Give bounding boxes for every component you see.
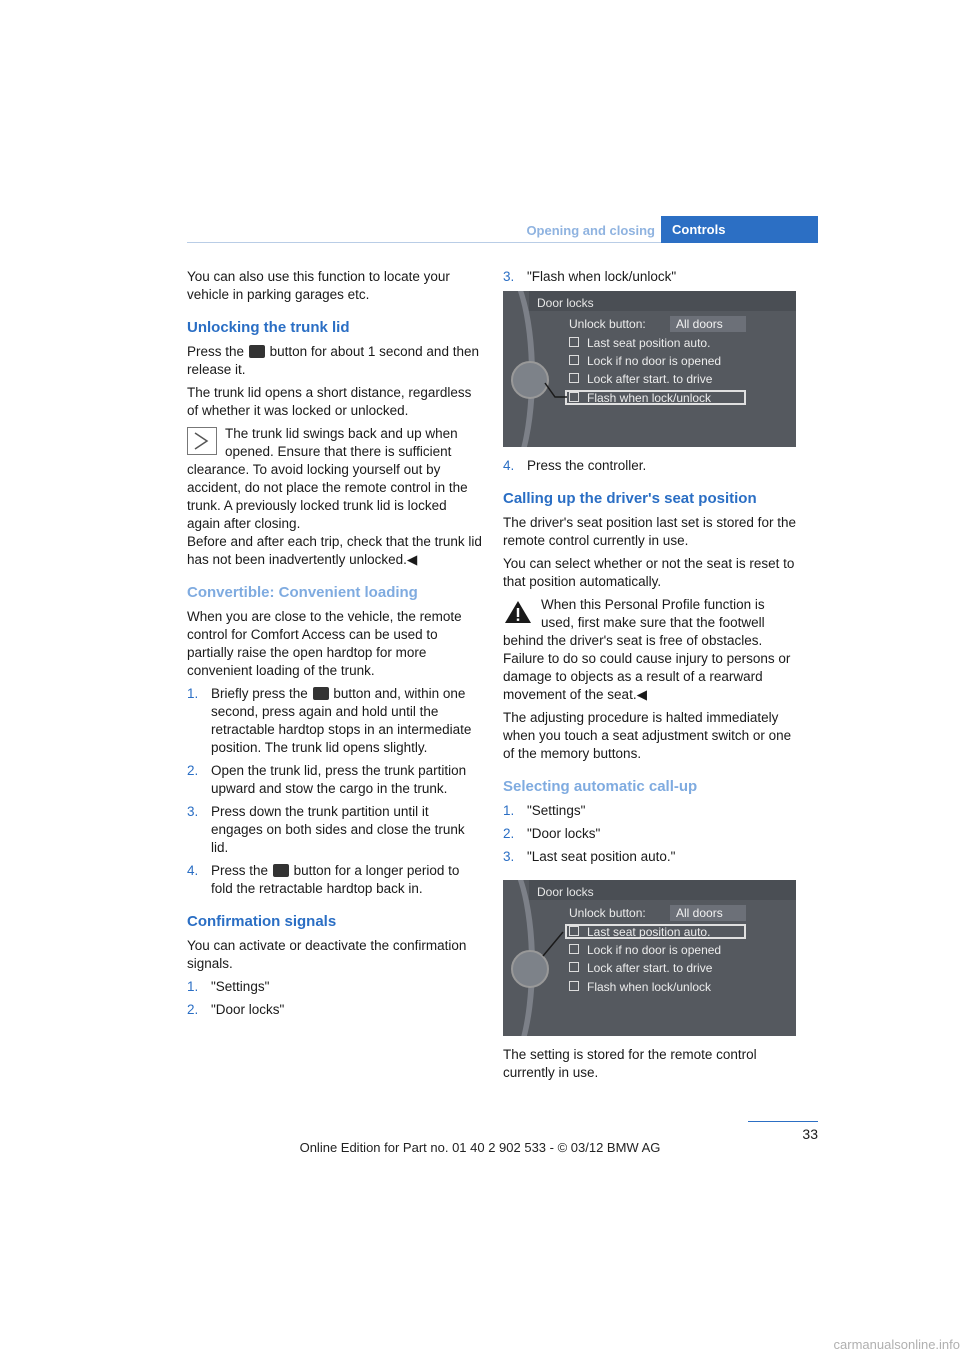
heading-convertible-loading: Convertible: Convenient loading bbox=[187, 584, 418, 601]
door-locks-screen-flash bbox=[503, 291, 796, 447]
list-item: 2. Open the trunk lid, press the trunk partition upward and stow the cargo in the trunk. bbox=[187, 763, 467, 796]
screen-option: Last seat position auto. bbox=[569, 335, 710, 351]
checkbox-icon bbox=[569, 355, 579, 365]
chapter-tab: Controls bbox=[661, 216, 818, 243]
trunk-button-icon bbox=[313, 687, 329, 700]
trunk-paragraph-2: The trunk lid opens a short distance, regardless of whether it was locked or unlocked. bbox=[187, 385, 472, 418]
section-title: Opening and closing bbox=[526, 223, 655, 238]
seat-paragraph-3: The adjusting procedure is halted immediately when you touch a seat adjustment switch or one of the memory buttons. bbox=[503, 710, 792, 761]
page-number: 33 bbox=[802, 1126, 818, 1142]
screen-title: Door locks bbox=[537, 885, 594, 899]
heading-unlocking-trunk: Unlocking the trunk lid bbox=[187, 319, 350, 336]
screen-option: Lock after start. to drive bbox=[569, 960, 712, 976]
trunk-button-icon bbox=[249, 345, 265, 358]
left-column bbox=[187, 268, 482, 1024]
screen-option: Lock if no door is opened bbox=[569, 353, 721, 369]
screen-unlock-label: Unlock button: bbox=[569, 317, 646, 331]
heading-automatic-callup: Selecting automatic call-up bbox=[503, 778, 698, 795]
list-item: 2. "Door locks" bbox=[503, 826, 601, 841]
screen-highlight bbox=[565, 924, 746, 939]
page-number-rule bbox=[748, 1121, 818, 1122]
seat-warning: When this Personal Profile function is used, first make sure that the footwell behind the driver's seat is free of obstacles. Failure to do so could cause injury to persons or damage to objects as a result of a rearward movement of the seat.◀ bbox=[503, 597, 791, 702]
intro-paragraph: You can also use this function to locate your vehicle in parking garages etc. bbox=[187, 269, 450, 302]
screen-unlock-label: Unlock button: bbox=[569, 906, 646, 920]
heading-drivers-seat-position: Calling up the driver's seat position bbox=[503, 490, 757, 507]
checkbox-icon bbox=[569, 962, 579, 972]
list-item: 3. Press down the trunk partition until it engages on both sides and close the trunk lid. bbox=[187, 804, 465, 855]
screen-unlock-value: All doors bbox=[670, 905, 746, 921]
seat-paragraph-2: You can select whether or not the seat is reset to that position automatically. bbox=[503, 556, 795, 589]
leader-line bbox=[543, 381, 573, 405]
list-item: 1. "Settings" bbox=[187, 979, 270, 994]
note-arrow-icon bbox=[187, 427, 217, 455]
list-item: 1. Briefly press the button and, within one second, press again and hold until the retractable hardtop stops in an intermediate position. The trunk lid opens slightly. bbox=[187, 686, 472, 755]
trunk-note: The trunk lid swings back and up when opened. Ensure that there is sufficient clearance. To avoid locking yourself out by accident, do not place the remote control in the trunk. A previously locked trunk lid is locked again after closing. Before and after each trip, check that the trunk lid has not been inadvertently unlocked.◀ bbox=[187, 426, 482, 567]
seat-paragraph-1: The driver's seat position last set is stored for the remote control currently in use. bbox=[503, 515, 796, 548]
screen-highlight bbox=[565, 390, 746, 405]
screen-option: Lock after start. to drive bbox=[569, 371, 712, 387]
watermark: carmanualsonline.info bbox=[833, 1337, 960, 1352]
door-locks-screen-seat bbox=[503, 880, 796, 1036]
convertible-paragraph: When you are close to the vehicle, the remote control for Comfort Access can be used to partially raise the open hardtop for more convenient loading of the trunk. bbox=[187, 609, 462, 678]
list-item: 4. Press the button for a longer period to fold the retractable hardtop back in. bbox=[187, 863, 460, 896]
closing-paragraph: The setting is stored for the remote control currently in use. bbox=[503, 1047, 757, 1080]
screen-option: Lock if no door is opened bbox=[569, 942, 721, 958]
screen-option: Flash when lock/unlock bbox=[569, 390, 711, 406]
leader-line bbox=[541, 930, 571, 960]
screen-title: Door locks bbox=[537, 296, 594, 310]
right-column bbox=[503, 268, 798, 1087]
confirmation-paragraph: You can activate or deactivate the confirmation signals. bbox=[187, 938, 467, 971]
warning-triangle-icon bbox=[503, 598, 533, 626]
checkbox-icon bbox=[569, 981, 579, 991]
screen-option: Flash when lock/unlock bbox=[569, 979, 711, 995]
screen-unlock-value: All doors bbox=[670, 316, 746, 332]
hardtop-button-icon bbox=[273, 864, 289, 877]
list-item: 4. Press the controller. bbox=[503, 458, 647, 473]
screen-option: Last seat position auto. bbox=[569, 924, 710, 940]
list-item: 1. "Settings" bbox=[503, 803, 586, 818]
checkbox-icon bbox=[569, 337, 579, 347]
list-item: 3. "Flash when lock/unlock" bbox=[503, 269, 677, 284]
trunk-paragraph-1: Press the button for about 1 second and then release it. bbox=[187, 344, 479, 377]
heading-confirmation-signals: Confirmation signals bbox=[187, 913, 337, 930]
footer-edition: Online Edition for Part no. 01 40 2 902 533 - © 03/12 BMW AG bbox=[299, 1140, 661, 1155]
list-item: 2. "Door locks" bbox=[187, 1002, 285, 1017]
list-item: 3. "Last seat position auto." bbox=[503, 849, 676, 864]
